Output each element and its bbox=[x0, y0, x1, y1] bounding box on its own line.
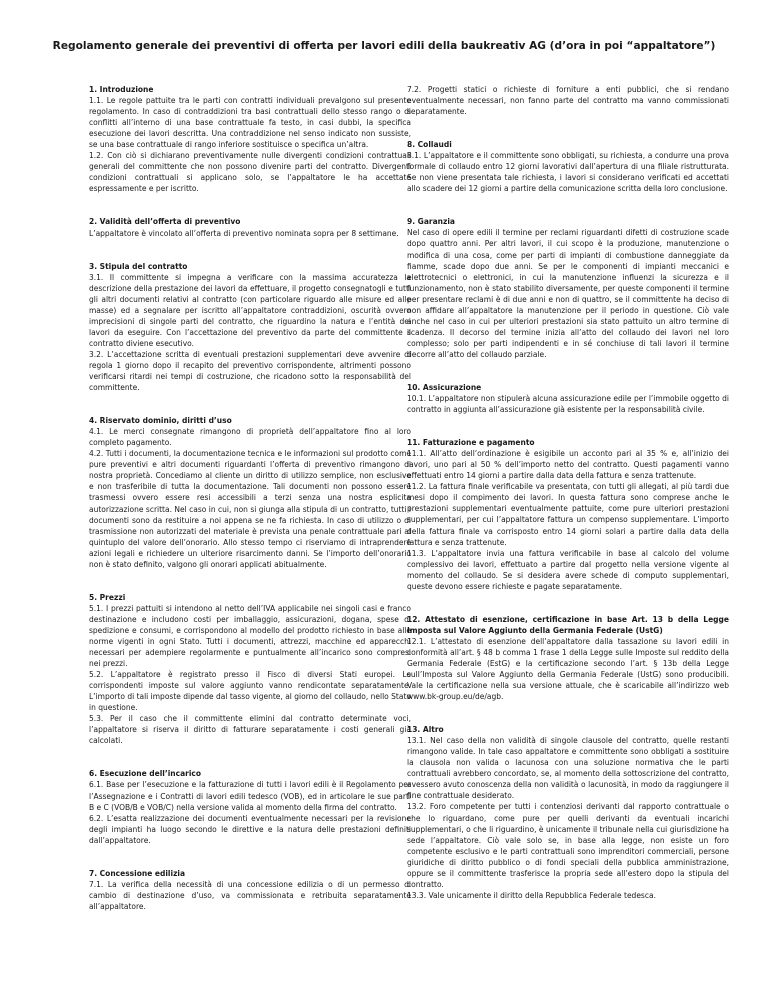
section-assicurazione bbox=[407, 382, 729, 415]
paragraph: 6.2. L’esatta realizzazione dei documenti eventualmente necessari per la revisione degli impianti ha luogo secondo le direttive e la natura delle prestazioni definiti dall’appaltatore. bbox=[89, 813, 411, 845]
paragraph: 5.2. L’appaltatore è registrato presso il Fisco di diversi Stati europei. Le corrispondenti imposte sul valore aggiunto vanno rendicontate separatamente. L’importo di tali imposte dipende dal tasso vigente, al giorno del collaudo, nello Stato in questione. bbox=[89, 670, 411, 713]
section-concessione-edilizia bbox=[89, 868, 411, 912]
paragraph: 6.1. Base per l’esecuzione e la fatturazione di tutti i lavori edili è il Regolamento per l’Assegnazione e i Contratti di lavori edili tedesco (VOB), ed in articolare le sue parti B e C (VOB/B e VOB/C) nella versione valida al momento della firma del contratto. bbox=[89, 780, 411, 812]
section-heading: 1. Introduzione bbox=[89, 85, 154, 94]
section-heading: 2. Validità dell’offerta di preventivo bbox=[89, 217, 241, 227]
paragraph: 13.3. Vale unicamente il diritto della Repubblica Federale tedesca. bbox=[407, 890, 656, 900]
section-collaudi bbox=[407, 139, 729, 194]
section-introduzione bbox=[89, 84, 411, 194]
paragraph: 11.1. All’atto dell’ordinazione è esigibile un acconto pari al 35 % e, all’inizio dei lavori, uno pari al 50 % dell’importo netto del contratto. Questi pagamenti vanno effettuati entro 14 giorni a partire dalla data della fattura e senza trattenute. bbox=[407, 449, 729, 481]
section-esecuzione-incarico bbox=[89, 768, 411, 845]
paragraph: 10.1. L’appaltatore non stipulerà alcuna assicurazione edile per l’immobile oggetto di contratto in aggiunta all’assicurazione già esistente per la responsabilità civile. bbox=[407, 394, 729, 415]
section-validita-offerta bbox=[89, 216, 411, 238]
paragraph: Nel caso di opere edili il termine per reclami riguardanti difetti di costruzione scade dopo quattro anni. Per altri lavori, il cui scopo è la produzione, manutenzione o modifica di una cosa, come per parti di impianti di combustione danneggiate da fiamme, scade dopo due anni. Se per le componenti di impianti meccanici e elettrotecnici o elettronici, in cui la manutenzione influenzi la sicurezza e il funzionamento, non è stato stabilito diversamente, per queste componenti il termine per presentare reclami è di due anni e non di quattro, se il committente ha deciso di non affidare all’appaltatore la manutenzione per il periodo in questione. Ciò vale anche nel caso in cui per ulteriori prestazioni sia stato pattuito un altro termine di scadenza. Il decorso del termine inizia all’atto del collaudo dei lavori nel loro complesso; solo per parti indipendenti e in sé conchiuse di tali lavori il termine decorre all’atto del collaudo parziale. bbox=[407, 228, 729, 359]
paragraph: 5.3. Per il caso che il committente elimini dal contratto determinate voci, l’appaltatore si riserva il diritto di fatturare separatamente i costi generali già calcolati. bbox=[89, 714, 411, 746]
section-concessione-continued bbox=[407, 84, 729, 117]
section-heading: 8. Collaudi bbox=[407, 140, 452, 150]
paragraph: 3.2. L’accettazione scritta di eventuali prestazioni supplementari deve avvenire di regola 1 giorno dopo il recapito del preventivo corrispondente, altrimenti possono verificarsi ritardi nei tempi di costruzione, che ricadono sotto la responsabilità del committente. bbox=[89, 349, 411, 393]
paragraph: 4.1. Le merci consegnate rimangono di proprietà dell’appaltatore fino al loro completo pagamento. bbox=[89, 427, 411, 448]
section-prezzi bbox=[89, 592, 411, 747]
section-heading: 10. Assicurazione bbox=[407, 382, 482, 392]
section-heading: 4. Riservato dominio, diritti d’uso bbox=[89, 416, 232, 426]
paragraph: L’appaltatore è vincolato all’offerta di preventivo nominata sopra per 8 settimane. bbox=[89, 228, 399, 238]
section-heading: 11. Fatturazione e pagamento bbox=[407, 438, 535, 448]
section-attestato-esenzione bbox=[407, 614, 729, 702]
paragraph: 4.2. Tutti i documenti, la documentazione tecnica e le informazioni sul prodotto come pure preventivi e altri documenti riguardanti l’offerta di preventivo rimangono di nostra proprietà. Concediamo al cliente un diritto di utilizzo semplice, non esclusivo e non trasferibile di tutta la documentazione. Tali documenti non possono essere trasmessi ovvero essere resi accessibili a terzi senza una nostra esplicita autorizzazione scritta. Nel caso in cui, non si giunga alla stipula di un contratto, tutti i documenti sono da restituire a noi appena se ne fa richiesta. In caso di utilizzo o di trasmissione non autorizzati del materiale è prevista una penale contrattuale pari al quintuplo del valore dell’onorario. Allo stesso tempo ci riserviamo di intraprendere azioni legali e richiedere un ulteriore risarcimento danni. Se l’importo dell’onorario non è stato definito, valgono gli onorari applicati abitualmente. bbox=[89, 449, 411, 569]
left-column bbox=[89, 84, 411, 934]
paragraph: 1.1. Le regole pattuite tra le parti con contratti individuali prevalgono sul presente regolamento. In caso di contraddizioni tra basi contrattuali dello stesso rango o di conflitti all’interno di una base contrattuale fa testo, in casi dubbi, la specifica esecuzione dei lavori descritta. Una contraddizione nel senso indicato non sussiste, se una base contrattuale di rango inferiore sostituisce o specifica un’altra. bbox=[89, 96, 411, 150]
section-heading: 9. Garanzia bbox=[407, 217, 455, 227]
section-heading: 3. Stipula del contratto bbox=[89, 261, 188, 271]
paragraph: 1.2. Con ciò si dichiarano preventivamente nulle divergenti condizioni contrattuali generali del committente che non possono divenire parti del contratto. Divergenti condizioni contrattuali si applicano solo, se l’appaltatore le ha accettate espressamente e per iscritto. bbox=[89, 151, 411, 194]
section-heading: 13. Altro bbox=[407, 725, 444, 735]
section-garanzia bbox=[407, 216, 729, 360]
section-heading: 7. Concessione edilizia bbox=[89, 868, 186, 878]
section-riservato-dominio bbox=[89, 415, 411, 570]
paragraph: 8.1. L’appaltatore e il committente sono obbligati, su richiesta, a condurre una prova formale di collaudo entro 12 giorni lavorativi dall’apertura di una filiale ristrutturata. Se non viene presentata tale richiesta, i lavori si considerano verificati ed accettati allo scadere dei 12 giorni a partire della comunicazione scritta della loro conclusione. bbox=[407, 151, 729, 194]
paragraph: 3.1. Il committente si impegna a verificare con la massima accuratezza la descrizione della prestazione dei lavori da effettuare, il progetto consegnatogli e tutti gli altri documenti relativi al contratto (con particolare riguardo alle misure ed alle masse) ed a segnalare per iscritto all’appaltatore contraddizioni, oscurità ovvero imprecisioni di singole parti del contratto, che riguardino la natura e l’entità dei lavori da eseguire. Con l’accettazione del preventivo da parte del committente il contratto diviene esecutivo. bbox=[89, 272, 411, 348]
paragraph: 11.2. La fattura finale verificabile va presentata, con tutti gli allegati, al più tardi due mesi dopo il compimento dei lavori. In questa fattura sono comprese anche le prestazioni supplementari eventualmente pattuite, come pure ulteriori prestazioni supplementari, per cui l’appaltatore fattura un compenso supplementare. L’importo della fattura finale va corrisposto entro 14 giorni solari a partire dalla data della fattura e senza trattenute. bbox=[407, 482, 729, 547]
paragraph: 11.3. L’appaltatore invia una fattura verificabile in base al calcolo del volume complessivo dei lavori, effettuato a partire dal progetto nella versione vigente al momento del collaudo. Se si desidera avere schede di computo supplementari, queste devono essere richieste e pagate separatamente. bbox=[407, 548, 729, 591]
section-stipula-contratto bbox=[89, 261, 411, 394]
right-column bbox=[407, 84, 729, 923]
section-altro bbox=[407, 724, 729, 901]
section-fatturazione-pagamento bbox=[407, 437, 729, 592]
paragraph: 12.1. L’attestato di esenzione dell’appaltatore dalla tassazione su lavori edili in conformità all’art. § 48 b comma 1 frase 1 della Legge sulle Imposte sul reddito della Germania Federale (EstG) e la certificazione secondo l’art. § 13b della Legge sull’Imposta sul Valore Aggiunto della Germania Federale (UstG) sono producibili. Vale la certificazione nella sua versione attuale, che è scaricabile all’indirizzo web www.bk-group.eu/de/agb. bbox=[407, 636, 729, 702]
section-heading: 6. Esecuzione dell’incarico bbox=[89, 769, 201, 779]
document-title: Regolamento generale dei preventivi di offerta per lavori edili della baukreativ AG (d’ora in poi “appaltatore”) bbox=[52, 40, 716, 52]
section-heading: 5. Prezzi bbox=[89, 592, 126, 602]
paragraph: 13.2. Foro competente per tutti i contenziosi derivanti dal rapporto contrattuale o che lo riguardano, come pure per quelli derivanti da eventuali incarichi supplementari, o che li riguardino, è unicamente il tribunale nella cui giurisdizione ha sede l’appaltatore. Ciò vale solo se, in base alla legge, non esiste un foro competente esclusivo e le parti contrattuali sono imprenditori commerciali, persone giuridiche di diritto pubblico o di fondi speciali della pubblica amministrazione, oppure se il committente trasferisce la propria sede all’estero dopo la stipula del contratto. bbox=[407, 802, 729, 889]
paragraph: 5.1. I prezzi pattuiti si intendono al netto dell’IVA applicabile nei singoli casi e franco destinazione e includono costi per imballaggio, assicurazioni, dogana, spese di spedizione e consumi, e corrispondono al modello del prodotto richiesto in base alle norme vigenti in ogni Stato. Tutti i documenti, attrezzi, macchine ed apparecchi necessari per adempiere regolarmente e puntualmente all’incarico sono compresi nei prezzi. bbox=[89, 603, 411, 669]
paragraph: 7.1. La verifica della necessità di una concessione edilizia o di un permesso di cambio di destinazione d’uso, va commissionata e retribuita separatamente all’appaltatore. bbox=[89, 879, 411, 911]
paragraph: 7.2. Progetti statici o richieste di forniture a enti pubblici, che si rendano eventualmente necessari, non fanno parte del contratto ma vanno commissionati separatamente. bbox=[407, 85, 729, 117]
paragraph: 13.1. Nel caso della non validità di singole clausole del contratto, quelle restanti rimangono valide. In tale caso appaltatore e committente sono obbligati a sostituire la clausola non valida o lacunosa con una soluzione normativa che le parti contrattuali avrebbero concordato, se, al momento della sottoscrizione del contratto, avessero avuto conoscenza della non validità o lacunosità, in modo da raggiungere il fine contrattuale desiderato. bbox=[407, 736, 729, 801]
section-heading: 12. Attestato di esenzione, certificazione in base Art. 13 b della Legge Imposta sul Valore Aggiunto della Germania Federale (UstG) bbox=[407, 614, 729, 635]
